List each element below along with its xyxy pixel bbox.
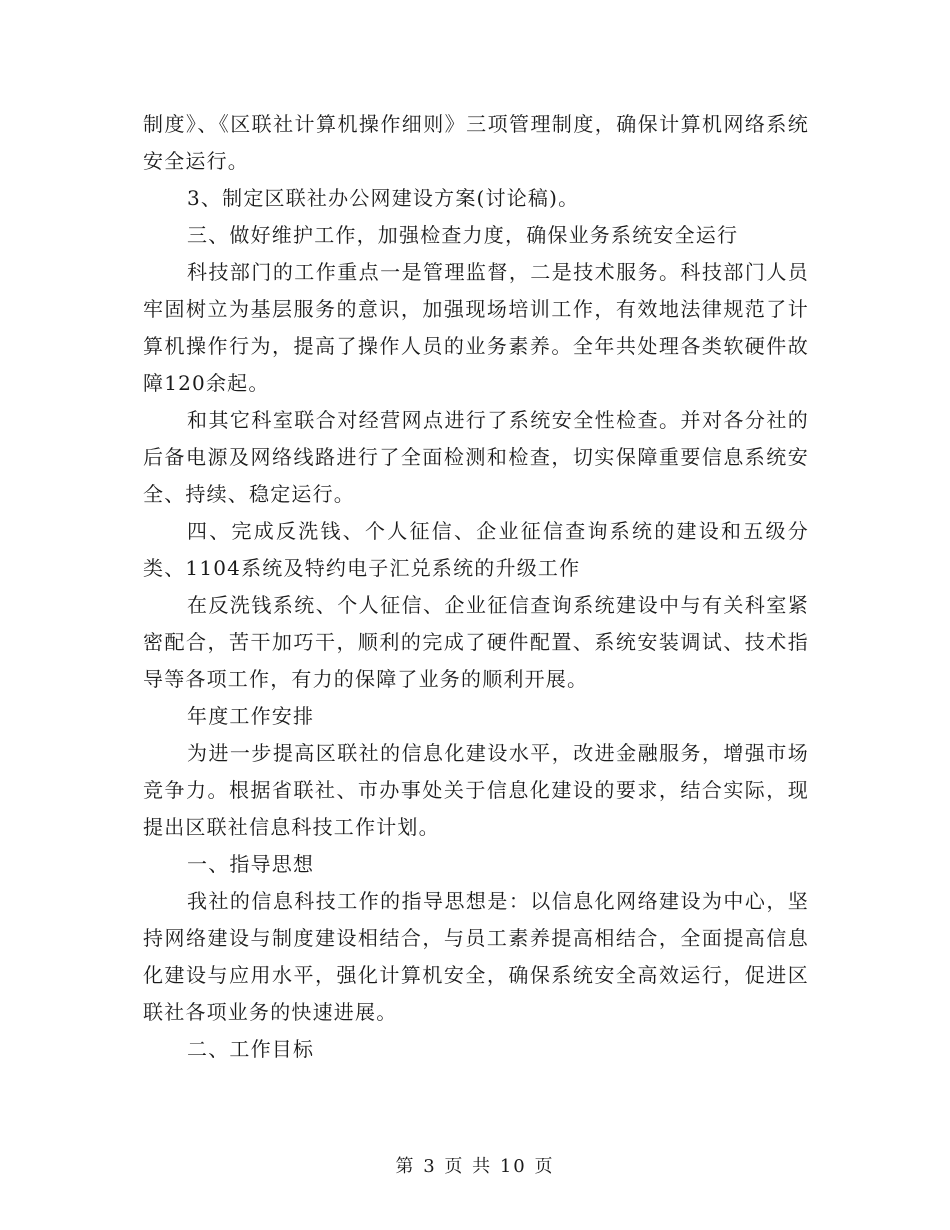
guiding-ideology-heading: 一、指导思想: [187, 852, 315, 876]
section-heading-3: 三、做好维护工作，加强检查力度，确保业务系统安全运行: [187, 223, 739, 247]
work-goals-heading: 二、工作目标: [187, 1037, 315, 1061]
paragraph-9: 为进一步提高区联社的信息化建设水平，改进金融服务，增强市场竞争力。根据省联社、市办事处关于信息化建设的要求，结合实际，现提出区联社信息科技工作计划。: [143, 741, 809, 839]
paragraph-1: 制度》、《区联社计算机操作细则》三项管理制度，确保计算机网络系统安全运行。: [143, 112, 809, 173]
paragraph-2: 3、制定区联社办公网建设方案(讨论稿)。: [187, 186, 580, 210]
paragraph-7: 在反洗钱系统、个人征信、企业征信查询系统建设中与有关科室紧密配合，苦干加巧干，顺利的完成了硬件配置、系统安装调试、技术指导等各项工作，有力的保障了业务的顺利开展。: [143, 593, 809, 691]
annual-plan-heading: 年度工作安排: [187, 704, 315, 728]
paragraph-11: 我社的信息科技工作的指导思想是：以信息化网络建设为中心，坚持网络建设与制度建设相结合，与员工素养提高相结合，全面提高信息化建设与应用水平，强化计算机安全，确保系统安全高效运行，促进区联社各项业务的快速进展。: [143, 889, 809, 1024]
section-heading-4: 四、完成反洗钱、个人征信、企业征信查询系统的建设和五级分类、1104系统及特约电子汇兑系统的升级工作: [143, 519, 809, 580]
page-footer: 第 3 页 共 10 页: [395, 1156, 555, 1177]
paragraph-4: 科技部门的工作重点一是管理监督，二是技术服务。科技部门人员牢固树立为基层服务的意识，加强现场培训工作，有效地法律规范了计算机操作行为，提高了操作人员的业务素养。全年共处理各类软硬件故障120余起。: [143, 260, 809, 395]
document-body: [143, 106, 809, 1068]
paragraph-5: 和其它科室联合对经营网点进行了系统安全性检查。并对各分社的后备电源及网络线路进行了全面检测和检查，切实保障重要信息系统安全、持续、稳定运行。: [143, 408, 809, 506]
